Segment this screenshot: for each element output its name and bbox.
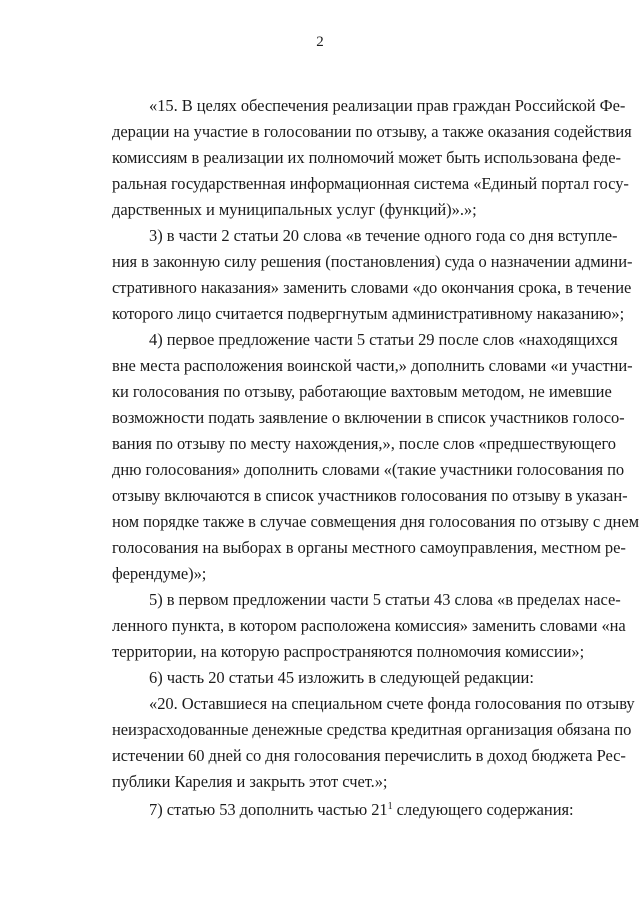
text-segment: 7) статью 53 дополнить частью 21: [149, 800, 388, 819]
text-line: которого лицо считается подвергнутым административному наказанию»;: [112, 304, 625, 323]
text-line: неизрасходованные денежные средства кредитная организация обязана по: [112, 720, 632, 739]
text-line: «20. Оставшиеся на специальном счете фонда голосования по отзыву: [149, 694, 635, 713]
text-line: стративного наказания» заменить словами «до окончания срока, в течение: [112, 278, 632, 297]
text-line: вне места расположения воинской части,» дополнить словами «и участни-: [112, 356, 633, 375]
text-line: вания по отзыву по месту нахождения,», после слов «предшествующего: [112, 434, 616, 453]
text-line: возможности подать заявление о включении в список участников голосо-: [112, 408, 625, 427]
text-line: дерации на участие в голосовании по отзыву, а также оказания содействия: [112, 122, 632, 141]
superscript: 1: [387, 801, 393, 812]
text-line: ки голосования по отзыву, работающие вахтовым методом, не имевшие: [112, 382, 612, 401]
text-line: публики Карелия и закрыть этот счет.»;: [112, 772, 388, 791]
text-line: ния в законную силу решения (постановления) суда о назначении админи-: [112, 252, 633, 271]
text-line: ферендуме)»;: [112, 564, 207, 583]
page-number: 2: [316, 34, 324, 50]
text-line: ленного пункта, в котором расположена комиссия» заменить словами «на: [112, 616, 626, 635]
text-line: [149, 798, 574, 822]
text-line: голосования на выборах в органы местного самоуправления, местном ре-: [112, 538, 626, 557]
text-line: истечении 60 дней со дня голосования перечислить в доход бюджета Рес-: [112, 746, 626, 765]
text-line: дарственных и муниципальных услуг (функций)».»;: [112, 200, 477, 219]
text-line: 4) первое предложение части 5 статьи 29 после слов «находящихся: [149, 330, 618, 349]
text-line: ральная государственная информационная система «Единый портал госу-: [112, 174, 629, 193]
text-line: ном порядке также в случае совмещения дня голосования по отзыву с днем: [112, 512, 639, 531]
text-line: комиссиям в реализации их полномочий может быть использована феде-: [112, 148, 621, 167]
text-segment: следующего содержания:: [392, 800, 574, 819]
text-line: территории, на которую распространяются полномочия комиссии»;: [112, 642, 585, 661]
text-line: 3) в части 2 статьи 20 слова «в течение одного года со дня вступле-: [149, 226, 618, 245]
text-line: 6) часть 20 статьи 45 изложить в следующей редакции:: [149, 668, 534, 687]
text-line: 5) в первом предложении части 5 статьи 43 слова «в пределах насе-: [149, 590, 621, 609]
text-line: отзыву включаются в список участников голосования по отзыву в указан-: [112, 486, 628, 505]
text-line: «15. В целях обеспечения реализации прав граждан Российской Фе-: [149, 96, 626, 115]
text-line: дню голосования» дополнить словами «(такие участники голосования по: [112, 460, 625, 479]
